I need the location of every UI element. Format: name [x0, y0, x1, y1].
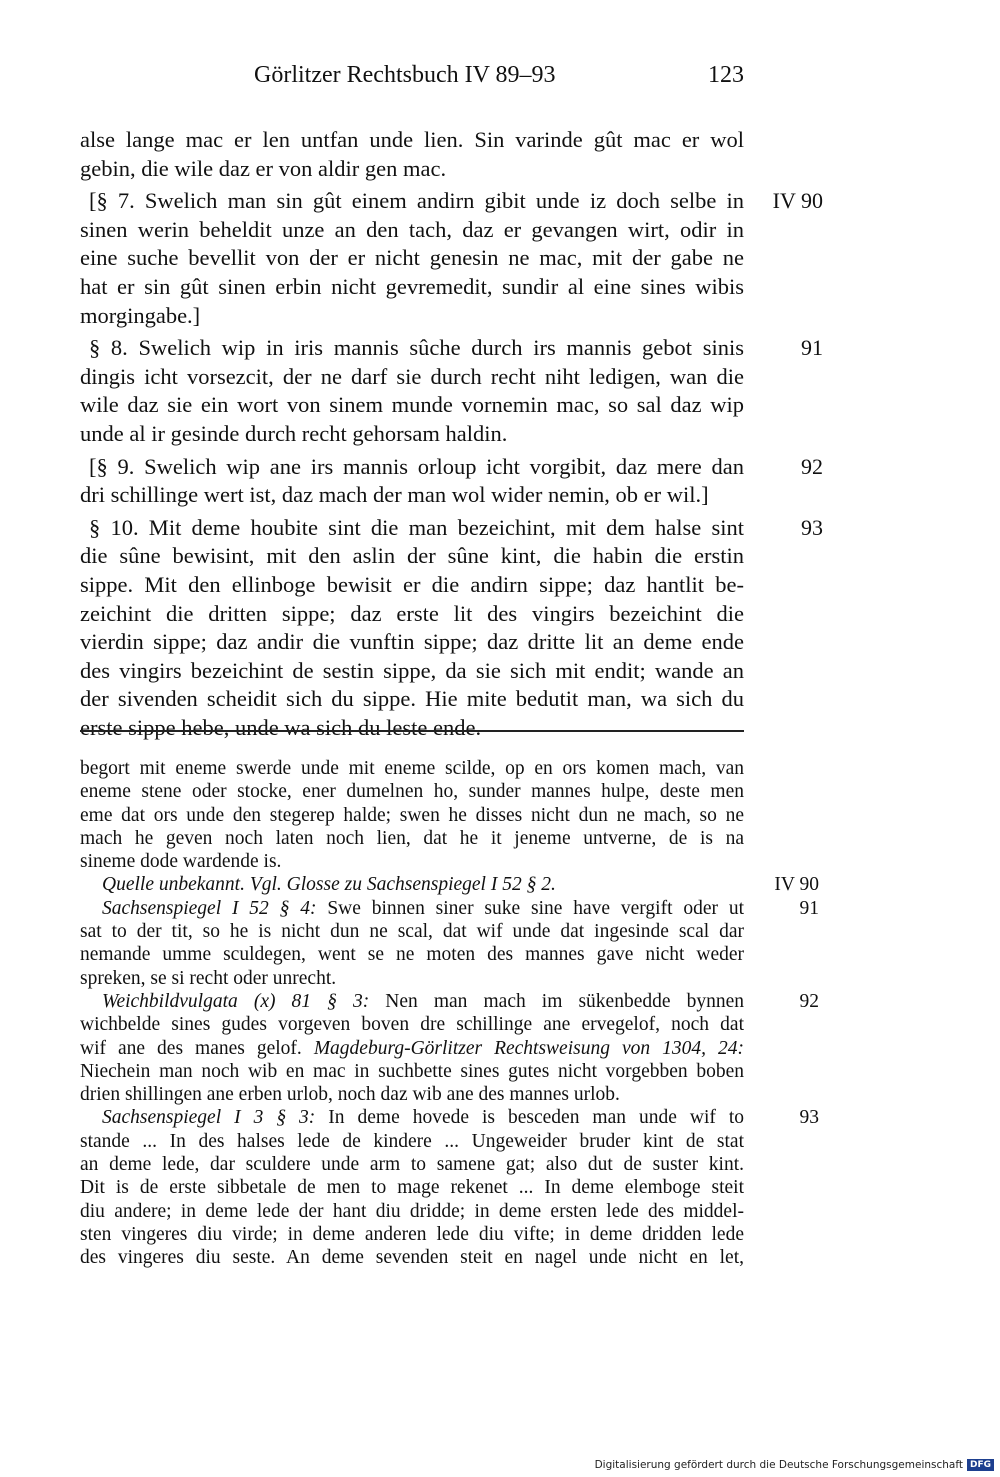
- text-line: hat er sin gût sinen erbin nicht gevremedit, sundir al eine sines wibis: [80, 273, 744, 299]
- margin-reference: 92: [799, 990, 819, 1012]
- text-line: [§ 7. Swelich man sin gût einem andirn gibit unde iz doch selbe in: [89, 188, 744, 214]
- text-line: [§ 9. Swelich wip ane irs mannis orloup icht vorgibit, daz mere dan: [89, 453, 744, 479]
- text-line: gebin, die wile daz er von aldir gen mac.: [80, 155, 447, 181]
- note-line: Dit is de erste sibbetale de men to mage rekenet ... In deme elemboge steit: [80, 1177, 744, 1199]
- note-line: [80, 1106, 744, 1129]
- credit-text: Digitalisierung gefördert durch die Deutsche Forschungsgemeinschaft: [594, 1459, 963, 1471]
- note-93: [80, 1106, 819, 1269]
- text-line: unde al ir gesinde durch recht gehorsam haldin.: [80, 420, 508, 446]
- main-text: [80, 126, 823, 746]
- note-source: Quelle unbekannt. Vgl. Glosse zu Sachsenspiegel I 52 § 2.: [102, 874, 556, 896]
- note-line: nemande umme sculdegen, went se ne moten des mannes gave nicht weder: [80, 944, 744, 966]
- text-line: der sivenden scheidit sich du sippe. Hie mite bedutit man, wa sich du: [80, 686, 744, 712]
- note-line: Niechein man noch wib en mac in suchbette sines gutes nicht vorgebben boben: [80, 1060, 744, 1082]
- margin-reference: IV 90: [774, 874, 819, 896]
- margin-reference: 93: [801, 514, 823, 540]
- note-line: an deme lede, dar sculdere unde arm to samene gat; also dut de suster kint.: [80, 1154, 744, 1176]
- paragraph-section-8: [80, 334, 823, 448]
- note-line: [80, 1037, 744, 1060]
- text-line: morgingabe.]: [80, 302, 201, 328]
- note-line: [80, 990, 744, 1013]
- margin-reference: 91: [801, 335, 823, 361]
- dfg-credit: [595, 1459, 994, 1471]
- note-source: Magdeburg-Görlitzer Rechtsweisung von 1304, 24:: [313, 1037, 744, 1059]
- margin-reference: 92: [801, 453, 823, 479]
- text-line: eine suche bevellit von der er nicht genesin ne mac, mit der gabe ne: [80, 245, 744, 271]
- note-92: [80, 990, 819, 1106]
- note-text: Swe binnen siner suke sine have vergift oder ut: [327, 897, 745, 919]
- note-source: Sachsenspiegel I 52 § 4:: [102, 897, 317, 919]
- note-line: wichbelde sines gudes vorgeven boven dre schillinge ane ervegelof, noch dat: [80, 1014, 744, 1036]
- note-continuation: [80, 757, 744, 873]
- note-line: begort mit eneme swerde unde mit eneme scilde, op en ors komen mach, van: [80, 758, 744, 779]
- text-line: des vingirs bezeichint de sestin sippe, da sie sich mit endit; wande an: [80, 657, 744, 683]
- paragraph-section-7: [80, 187, 823, 330]
- note-line: eme dat ors unde den stegerep halde; swen he disses nicht dun ne mach, so ne: [80, 804, 744, 826]
- note-line: diu andere; in deme lede der hant diu dridde; in deme ersten lede des middel-: [80, 1200, 744, 1222]
- page-header: [232, 62, 744, 102]
- note-text: In deme hovede is besceden man unde wif to: [328, 1107, 745, 1129]
- text-line: § 8. Swelich wip in iris mannis sûche durch irs mannis gebot sinis: [89, 335, 744, 361]
- running-title: Görlitzer Rechtsbuch IV 89–93: [254, 62, 556, 88]
- note-line: stande ... In des halses lede de kindere ... Ungeweider bruder kint de stat: [80, 1130, 744, 1152]
- margin-reference: 91: [799, 897, 819, 919]
- note-line: sten vingeres diu virde; in deme anderen lede diu vifte; in deme dridden lede: [80, 1223, 744, 1245]
- note-line: [80, 897, 744, 920]
- note-line: eneme stene oder stocke, ener dumelnen ho, sunder mannes hulpe, deste men: [80, 781, 744, 803]
- note-text: Nen man mach im sükenbedde bynnen: [385, 990, 744, 1012]
- paragraph-continuation: [80, 126, 744, 183]
- text-line: erste sippe hebe, unde wa sich du leste ende.: [80, 714, 482, 740]
- text-line: wile daz sie ein wort von sinem munde vornemin mac, so sal daz wip: [80, 392, 744, 418]
- text-line: § 10. Mit deme houbite sint die man bezeichint, mit dem halse sint: [89, 514, 744, 540]
- margin-reference: 93: [799, 1107, 819, 1129]
- text-line: sinen werin beheldit unze an den tach, daz er gevangen wirt, odir in: [80, 216, 744, 242]
- note-source: Sachsenspiegel I 3 § 3:: [102, 1107, 316, 1129]
- dfg-logo: DFG: [967, 1459, 994, 1471]
- paragraph-section-9: [80, 453, 823, 510]
- note-line: sat to der tit, so he is nicht dun ne scal, dat wif unde dat ingesinde scal dar: [80, 921, 744, 943]
- note-line: drien shillingen ane erben urlob, noch daz wib ane des mannes urlob.: [80, 1084, 620, 1106]
- note-text: wif ane des manes gelof.: [80, 1037, 302, 1059]
- page-number: 123: [708, 62, 744, 88]
- text-line: vierdin sippe; daz andir die vunftin sippe; daz dritte lit an deme ende: [80, 629, 744, 655]
- note-line: des vingeres diu seste. An deme sevenden steit en nagel unde nicht en let,: [80, 1247, 744, 1269]
- margin-reference: IV 90: [772, 188, 823, 214]
- note-line: mach he geven noch laten noch lien, dat he it jeneme untverne, de is na: [80, 827, 744, 849]
- note-line: spreken, se si recht oder unrecht.: [80, 967, 337, 989]
- paragraph-section-10: [80, 514, 823, 743]
- footnote-divider: [80, 730, 744, 732]
- text-line: zeichint die dritten sippe; daz erste lit des vingirs bezeichint die: [80, 600, 744, 626]
- text-line: dri schillinge wert ist, daz mach der man wol wider nemin, ob er wil.]: [80, 482, 709, 508]
- apparatus-notes: [80, 757, 819, 1270]
- note-source: Weichbildvulgata (x) 81 § 3:: [102, 990, 370, 1012]
- text-line: alse lange mac er len untfan unde lien. Sin varinde gût mac er wol: [80, 127, 744, 152]
- text-line: die sûne bewisint, mit den aslin der sûne kint, die habin die erstin: [80, 543, 744, 569]
- text-line: dingis icht vorsezcit, der ne darf sie durch recht niht ledigen, wan die: [80, 363, 744, 389]
- note-91: [80, 897, 819, 990]
- note-line: sineme dode wardende is.: [80, 851, 282, 873]
- text-line: sippe. Mit den ellinboge bewisit er die andirn sippe; daz hantlit be-: [80, 571, 744, 597]
- note-iv-90: [80, 873, 819, 896]
